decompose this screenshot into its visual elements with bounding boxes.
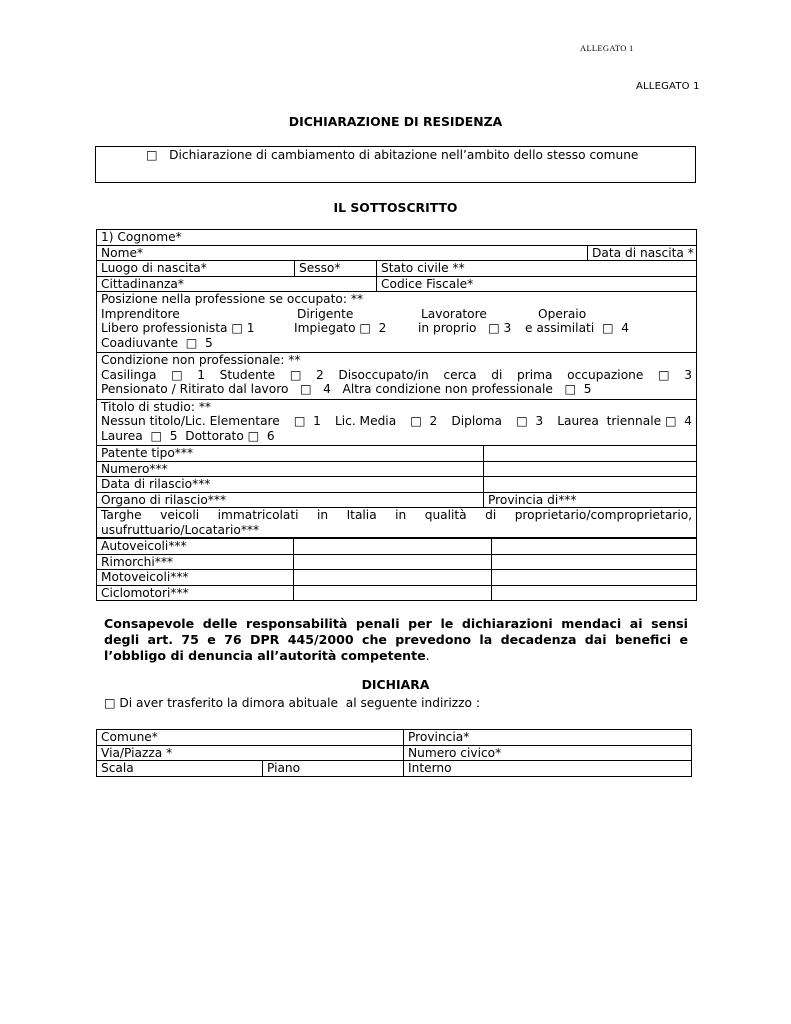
checkbox-label: □ 1 — [293, 414, 321, 428]
word: 2 — [315, 367, 324, 382]
word: immatricolati — [217, 508, 299, 522]
warning-text: Consapevole delle responsabilità penali per le dichiarazioni mendaci ai sensi degli art. 75 e 76 DPR 445/2000 che prevedono la decadenza dai benefici e l’obbligo di denuncia all’autorità competente — [104, 616, 688, 663]
stato-civile-field[interactable]: Stato civile ** — [377, 261, 697, 277]
autoveicoli-value-2[interactable] — [492, 539, 697, 555]
rimorchi-value-1[interactable] — [294, 554, 492, 570]
dichiara-option[interactable]: □ Di aver trasferito la dimora abituale al seguente indirizzo : — [104, 696, 480, 710]
option-impiegato[interactable]: Impiegato □ 2 — [294, 321, 387, 335]
data-nascita-field[interactable]: Data di nascita * — [588, 245, 697, 261]
vehicles-table — [96, 538, 697, 601]
word: prima — [516, 367, 553, 382]
word: proprietario/comproprietario, — [514, 508, 693, 522]
word: cerca — [443, 367, 477, 382]
organo-rilascio-field[interactable]: Organo di rilascio*** — [97, 492, 484, 508]
header-allegato-right: ALLEGATO 1 — [636, 81, 700, 92]
checkbox-label: □ 2 — [410, 414, 438, 428]
posizione-dirigente: Dirigente — [297, 306, 354, 321]
motoveicoli-field: Motoveicoli*** — [97, 570, 294, 586]
provincia-field[interactable]: Provincia* — [404, 730, 692, 746]
word: veicoli — [160, 508, 200, 522]
document-title: DICHIARAZIONE DI RESIDENZA — [288, 114, 503, 129]
condizione-cell — [97, 353, 697, 400]
targhe-cell — [97, 508, 697, 538]
titolo-row-2[interactable]: Laurea □ 5 Dottorato □ 6 — [101, 428, 275, 443]
checkbox-icon: □ — [171, 367, 183, 382]
posizione-operaio: Operaio — [538, 306, 587, 321]
word: in — [395, 508, 407, 522]
ciclomotori-value-1[interactable] — [294, 585, 492, 601]
word: Italia — [346, 508, 377, 522]
nome-field[interactable]: Nome* — [97, 245, 588, 261]
option-lavoratore-in-proprio[interactable]: in proprio □ 3 — [418, 321, 512, 335]
word: Targhe — [101, 508, 142, 522]
warning-paragraph — [104, 616, 688, 664]
word: di — [485, 508, 497, 522]
autoveicoli-value-1[interactable] — [294, 539, 492, 555]
piano-field[interactable]: Piano — [263, 761, 404, 777]
luogo-nascita-field[interactable]: Luogo di nascita* — [97, 261, 295, 277]
numero-civico-field[interactable]: Numero civico* — [404, 745, 692, 761]
targhe-row-1 — [101, 508, 696, 523]
via-piazza-field[interactable]: Via/Piazza * — [97, 745, 404, 761]
sesso-field[interactable]: Sesso* — [295, 261, 377, 277]
option-operaio-assimilati[interactable]: e assimilati □ 4 — [525, 321, 629, 335]
word: Casilinga — [101, 367, 157, 382]
word: 1 — [197, 367, 206, 382]
word: in — [317, 508, 329, 522]
word: Lic. Media — [334, 414, 397, 428]
codice-fiscale-field[interactable]: Codice Fiscale* — [377, 276, 697, 292]
checkbox-icon: □ — [289, 367, 302, 382]
rimorchi-value-2[interactable] — [492, 554, 697, 570]
word: occupazione — [567, 367, 644, 382]
option-coadiuvante[interactable]: Coadiuvante □ 5 — [101, 335, 213, 350]
titolo-title: Titolo di studio: ** — [101, 399, 212, 414]
cittadinanza-field[interactable]: Cittadinanza* — [97, 276, 377, 292]
comune-field[interactable]: Comune* — [97, 730, 404, 746]
titolo-row-1[interactable] — [101, 414, 696, 429]
posizione-professione-cell — [97, 292, 697, 353]
word: 3 — [684, 367, 692, 382]
dichiara-title: DICHIARA — [361, 677, 430, 692]
posizione-row-1 — [101, 307, 696, 322]
titolo-studio-cell — [97, 399, 697, 446]
motoveicoli-value-2[interactable] — [492, 570, 697, 586]
provincia-di-field[interactable]: Provincia di*** — [484, 492, 697, 508]
posizione-title: Posizione nella professione se occupato: ** — [101, 292, 364, 306]
condizione-row-2[interactable]: Pensionato / Ritirato dal lavoro □ 4 Altra condizione non professionale □ 5 — [101, 382, 592, 396]
word: qualità — [424, 508, 467, 522]
patente-tipo-value[interactable] — [484, 446, 697, 462]
checkbox-label: □ 3 — [516, 414, 544, 428]
numero-field[interactable]: Numero*** — [97, 461, 484, 477]
rimorchi-field: Rimorchi*** — [97, 554, 294, 570]
checkbox-icon: □ — [658, 367, 670, 382]
condizione-row-1[interactable] — [101, 368, 696, 383]
word: Diploma — [451, 414, 503, 428]
autoveicoli-field: Autoveicoli*** — [97, 539, 294, 555]
posizione-imprenditore: Imprenditore — [101, 306, 180, 321]
targhe-row-2: usufruttuario/Locatario*** — [101, 522, 260, 537]
condizione-title: Condizione non professionale: ** — [101, 353, 301, 367]
patente-tipo-field[interactable]: Patente tipo*** — [97, 446, 484, 462]
word: Studente — [219, 367, 276, 382]
word: Nessun titolo/Lic. Elementare — [101, 414, 280, 428]
motoveicoli-value-1[interactable] — [294, 570, 492, 586]
personal-data-table — [96, 229, 697, 538]
numero-value[interactable] — [484, 461, 697, 477]
scala-field[interactable]: Scala — [97, 761, 263, 777]
data-rilascio-field[interactable]: Data di rilascio*** — [97, 477, 484, 493]
word: Laurea triennale □ 4 — [557, 414, 692, 428]
option-box-label: □ Dichiarazione di cambiamento di abitazione nell’ambito dello stesso comune — [146, 148, 639, 162]
option-libero-professionista[interactable]: Libero professionista □ 1 — [101, 321, 255, 335]
posizione-lavoratore: Lavoratore — [421, 306, 487, 321]
warning-end: . — [425, 648, 430, 663]
word: Disoccupato/in — [338, 367, 429, 382]
interno-field[interactable]: Interno — [404, 761, 692, 777]
address-table — [96, 729, 692, 777]
section-title: IL SOTTOSCRITTO — [333, 200, 458, 215]
option-box[interactable] — [95, 146, 696, 183]
data-rilascio-value[interactable] — [484, 477, 697, 493]
cognome-field[interactable]: 1) Cognome* — [97, 230, 697, 246]
header-allegato-top: ALLEGATO 1 — [580, 43, 634, 53]
posizione-row-2 — [101, 321, 696, 336]
word: di — [491, 367, 503, 382]
ciclomotori-value-2[interactable] — [492, 585, 697, 601]
ciclomotori-field: Ciclomotori*** — [97, 585, 294, 601]
